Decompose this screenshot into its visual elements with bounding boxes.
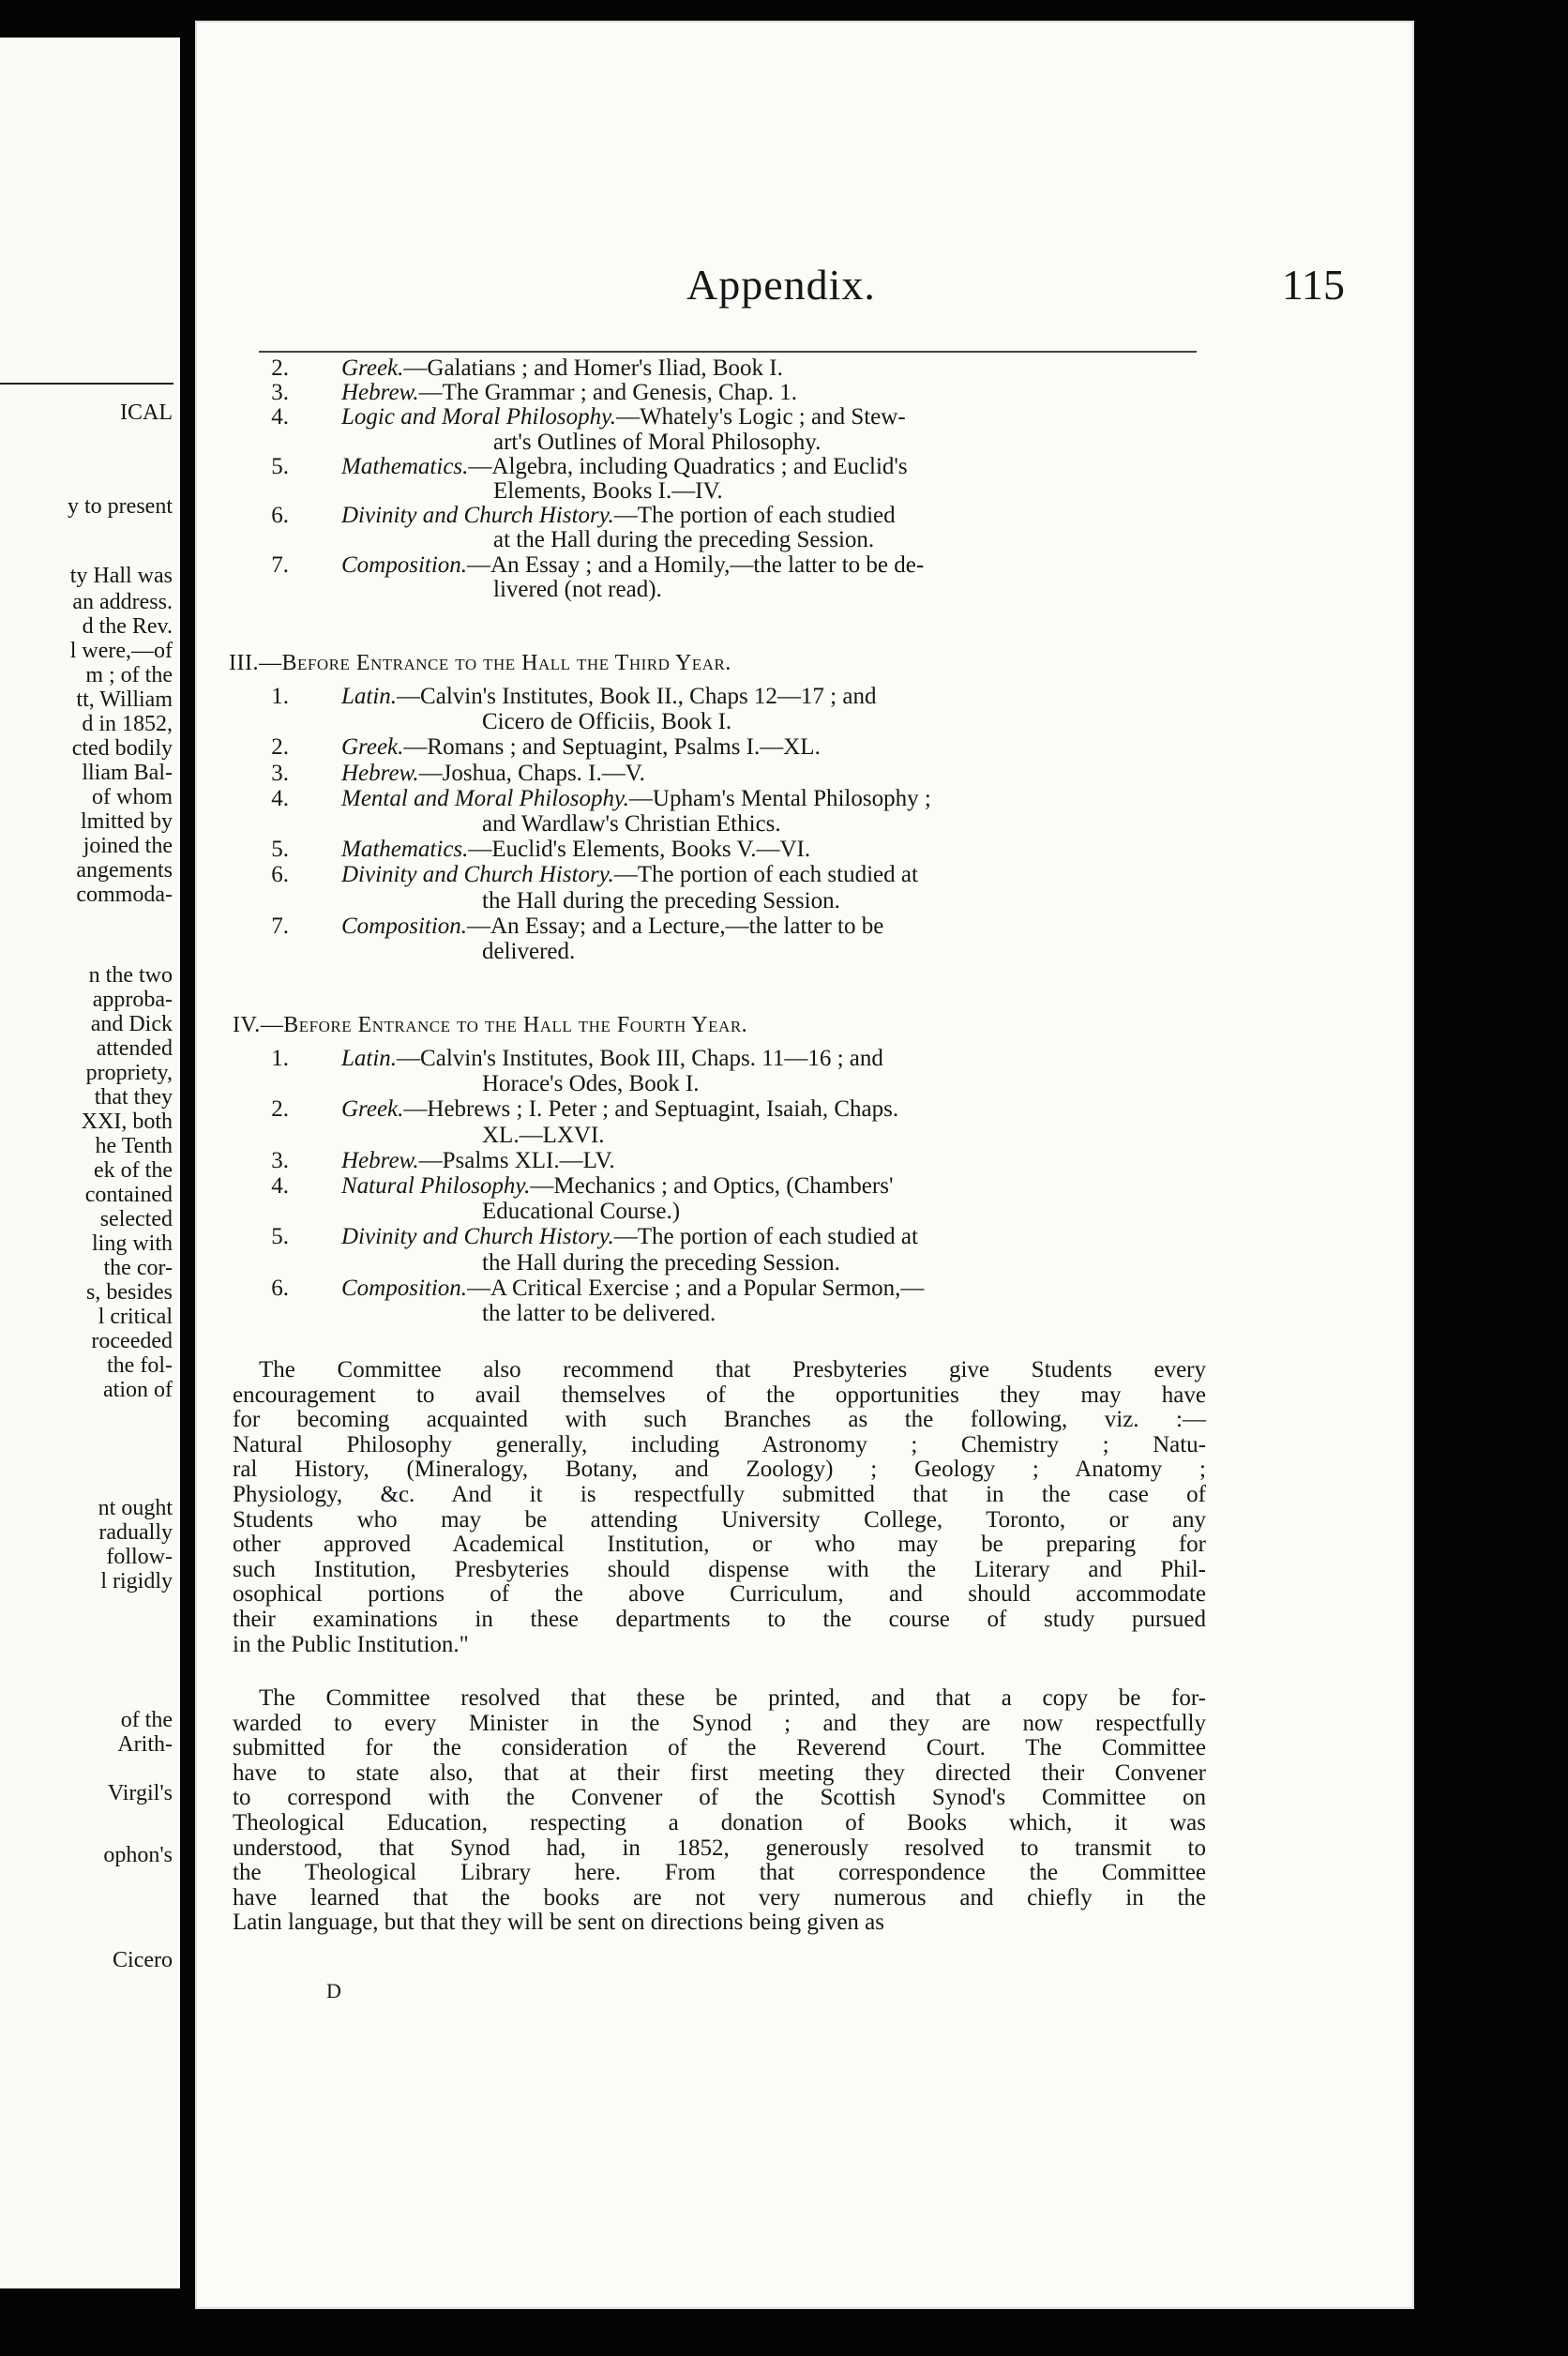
left-page-fragment: of the (120, 1708, 173, 1732)
paragraph-line: in the Public Institution." (233, 1631, 469, 1657)
item-description: —Calvin's Institutes, Book II., Chaps 12—17 ; and (397, 684, 877, 709)
item-text (341, 1149, 615, 1173)
item-description: —Romans ; and Septuagint, Psalms I.—XL. (403, 734, 821, 761)
left-page-fragment: y to present (68, 494, 173, 519)
item-text (341, 1097, 898, 1122)
paragraph-line: such Institution, Presbyteries should dispense with the Literary and Phil- (233, 1556, 1206, 1582)
paragraph-line: encouragement to avail themselves of the opportunities they may have (233, 1382, 1206, 1408)
paragraph-line: osophical portions of the above Curriculum, and should accommodate (233, 1581, 1206, 1608)
item-subject: Mental and Moral Philosophy. (341, 785, 629, 811)
item-text (341, 1225, 918, 1249)
running-head: Appendix. (686, 261, 876, 309)
paragraph-line: Physiology, &c. And it is respectfully submitted that in the case of (233, 1482, 1206, 1507)
left-page-fragment: roceeded (91, 1329, 173, 1353)
item-number: 1. (271, 684, 289, 709)
paragraph-line: warded to every Minister in the Synod ; and they are now respectfully (233, 1710, 1206, 1736)
paragraph-line: ral History, (Mineralogy, Botany, and Zoology) ; Geology ; Anatomy ; (233, 1457, 1206, 1483)
item-subject: Divinity and Church History. (341, 1224, 614, 1250)
left-page-fragment: nt ought (98, 1496, 173, 1520)
left-page-fragment: attended (96, 1036, 173, 1061)
item-number: 2. (271, 355, 289, 381)
header-rule (259, 351, 1197, 353)
item-continuation: Cicero de Officiis, Book I. (482, 709, 732, 735)
item-continuation: the latter to be delivered. (482, 1301, 716, 1326)
left-page-fragment: approba- (92, 988, 173, 1012)
item-subject: Logic and Moral Philosophy. (341, 404, 617, 430)
item-continuation: and Wardlaw's Christian Ethics. (482, 811, 781, 837)
item-text (341, 381, 797, 405)
left-page-fragment: Virgil's (107, 1781, 173, 1805)
item-subject: Divinity and Church History. (341, 503, 614, 529)
item-description: —Psalms XLI.—LV. (418, 1147, 615, 1173)
item-description: —Euclid's Elements, Books V.—VI. (468, 837, 811, 863)
item-number: 7. (271, 551, 289, 578)
left-page-rule (0, 383, 173, 385)
item-subject: Divinity and Church History. (341, 862, 614, 888)
left-page-fragment: n the two (88, 963, 173, 988)
item-description: —Galatians ; and Homer's Iliad, Book I. (403, 355, 783, 381)
left-page-fragment: Cicero (113, 1948, 173, 1972)
item-number: 6. (271, 1275, 289, 1301)
left-page-fragment: contained (84, 1183, 173, 1207)
item-number: 3. (271, 380, 289, 406)
paragraph-line: other approved Academical Institution, or who may be preparing for (233, 1532, 1206, 1558)
item-text (341, 863, 918, 887)
left-page-fragment: l were,—of (69, 639, 173, 663)
item-continuation: Educational Course.) (482, 1199, 681, 1225)
section-iii-numeral: III.— (229, 651, 282, 675)
item-text (341, 1047, 883, 1071)
left-page-fragment: radually (98, 1520, 173, 1545)
section-iv-numeral: IV.— (233, 1013, 284, 1037)
item-description: —Calvin's Institutes, Book III, Chaps. 11—16 ; and (397, 1046, 883, 1071)
paragraph-line: to correspond with the Convener of the Scottish Synod's Committee on (233, 1785, 1206, 1811)
paragraph-line: the Theological Library here. From that correspondence the Committee (233, 1860, 1206, 1886)
item-description: —Joshua, Chaps. I.—V. (418, 760, 645, 786)
paragraph-line: Students who may be attending University College, Toronto, or any (233, 1506, 1206, 1533)
item-text (341, 405, 906, 430)
item-text (341, 356, 783, 381)
item-subject: Mathematics. (341, 453, 469, 479)
item-text (341, 685, 876, 709)
item-subject: Composition. (341, 1275, 468, 1301)
page-header (253, 260, 1364, 330)
item-continuation: the Hall during the preceding Session. (482, 887, 840, 914)
item-subject: Composition. (341, 551, 468, 578)
item-subject: Hebrew. (341, 380, 419, 406)
paragraph-line: have learned that the books are not very numerous and chiefly in the (233, 1884, 1206, 1910)
section-iv-heading (233, 1013, 747, 1037)
section-iii-heading (229, 651, 731, 675)
left-page-fragment: s, besides (86, 1280, 173, 1305)
left-page-fragment: ty Hall was (69, 564, 173, 588)
item-continuation: livered (not read). (493, 576, 662, 602)
item-continuation: Elements, Books I.—IV. (493, 478, 723, 504)
item-description: —A Critical Exercise ; and a Popular Sermon,— (467, 1275, 925, 1301)
item-subject: Natural Philosophy. (341, 1173, 531, 1199)
item-subject: Hebrew. (341, 1147, 419, 1173)
left-page-fragment: the fol- (107, 1353, 173, 1378)
left-page-fragment: he Tenth (95, 1134, 173, 1158)
item-text (341, 1276, 924, 1301)
left-page-fragment: joined the (83, 834, 173, 858)
item-text (341, 762, 645, 786)
left-page-fragment: XXI, both (81, 1110, 173, 1134)
item-subject: Mathematics. (341, 837, 469, 863)
item-description: —An Essay ; and a Homily,—the latter to be de- (467, 551, 925, 578)
item-subject: Greek. (341, 355, 404, 381)
item-description: —The portion of each studied (613, 503, 896, 529)
left-page-fragment: commoda- (76, 883, 173, 907)
left-page-fragment: d the Rev. (82, 614, 173, 639)
item-text (341, 455, 908, 479)
left-page-fragment: lliam Bal- (82, 761, 173, 785)
paragraph-line: submitted for the consideration of the Reverend Court. The Committee (233, 1735, 1206, 1761)
item-number: 4. (271, 404, 289, 430)
item-description: —The portion of each studied at (613, 862, 918, 888)
paragraph-line: The Committee resolved that these be printed, and that a copy be for- (259, 1685, 1206, 1711)
section-iv-title: Before Entrance to the Hall the Fourth Year. (283, 1013, 748, 1037)
item-text (341, 914, 883, 939)
item-number: 1. (271, 1046, 289, 1071)
paragraph-line: understood, that Synod had, in 1852, generously resolved to transmit to (233, 1835, 1206, 1861)
item-number: 7. (271, 913, 289, 939)
item-text (341, 504, 896, 528)
document-page (195, 21, 1414, 2309)
left-page-margin (0, 38, 180, 2288)
item-description: —Whately's Logic ; and Stew- (616, 404, 906, 430)
item-number: 4. (271, 785, 289, 811)
left-page-fragment: l rigidly (100, 1569, 173, 1593)
item-number: 3. (271, 1147, 289, 1173)
item-number: 3. (271, 760, 289, 786)
item-description: —The portion of each studied at (613, 1224, 918, 1250)
item-continuation: at the Hall during the preceding Session. (493, 527, 875, 553)
item-subject: Latin. (341, 684, 398, 709)
left-page-fragment: lmitted by (81, 809, 173, 834)
item-text (341, 735, 821, 760)
item-continuation: XL.—LXVI. (482, 1122, 605, 1148)
paragraph-line: Theological Education, respecting a donation of Books which, it was (233, 1810, 1206, 1835)
item-number: 2. (271, 734, 289, 761)
item-continuation: Horace's Odes, Book I. (482, 1071, 700, 1097)
page-number: 115 (1281, 261, 1345, 309)
item-text (341, 838, 810, 862)
left-page-fragment: that they (94, 1085, 173, 1110)
item-number: 4. (271, 1173, 289, 1199)
item-description: —An Essay; and a Lecture,—the latter to be (467, 913, 884, 939)
item-number: 6. (271, 862, 289, 888)
left-page-fragment: m ; of the (85, 663, 173, 687)
paragraph-line: have to state also, that at their first meeting they directed their Convener (233, 1759, 1206, 1786)
item-subject: Composition. (341, 913, 468, 939)
left-page-fragment: ophon's (103, 1843, 173, 1867)
left-page-fragment: selected (99, 1207, 173, 1231)
left-page-fragment: tt, William (76, 687, 173, 712)
paragraph-line: Natural Philosophy generally, including Astronomy ; Chemistry ; Natu- (233, 1431, 1206, 1457)
item-continuation: art's Outlines of Moral Philosophy. (493, 429, 822, 455)
left-page-fragment: the cor- (103, 1256, 173, 1280)
left-page-fragment: Arith- (117, 1732, 173, 1757)
item-subject: Hebrew. (341, 760, 419, 786)
left-page-fragment: and Dick (90, 1012, 173, 1036)
item-number: 2. (271, 1096, 289, 1123)
item-text (341, 553, 924, 578)
left-page-fragment: follow- (106, 1545, 173, 1569)
item-continuation: the Hall during the preceding Session. (482, 1249, 840, 1276)
left-page-fragment: ling with (91, 1231, 173, 1256)
section-iii-title: Before Entrance to the Hall the Third Year. (281, 651, 731, 675)
item-subject: Greek. (341, 734, 404, 761)
item-text (341, 1174, 893, 1199)
item-number: 5. (271, 837, 289, 863)
left-page-fragment: l critical (98, 1305, 173, 1329)
paragraph-line: The Committee also recommend that Presbyteries give Students every (259, 1357, 1206, 1382)
item-number: 6. (271, 503, 289, 529)
left-page-fragment: cted bodily (71, 736, 173, 761)
left-page-fragment: ICAL (120, 400, 173, 425)
signature-mark: D (326, 1979, 341, 2002)
paragraph-line: their examinations in these departments to the course of study pursued (233, 1607, 1206, 1632)
left-page-fragment: angements (76, 858, 173, 883)
item-continuation: delivered. (482, 939, 576, 964)
item-number: 5. (271, 453, 289, 479)
item-description: —The Grammar ; and Genesis, Chap. 1. (418, 380, 797, 406)
item-description: —Mechanics ; and Optics, (Chambers' (530, 1173, 894, 1199)
item-description: —Algebra, including Quadratics ; and Euclid's (468, 453, 908, 479)
item-text (341, 787, 931, 811)
item-number: 5. (271, 1224, 289, 1250)
paragraph-line: Latin language, but that they will be sent on directions being given as (233, 1910, 884, 1936)
left-page-fragment: an address. (72, 590, 173, 614)
left-page-fragment: d in 1852, (82, 712, 173, 736)
left-page-fragment: ek of the (94, 1158, 173, 1183)
left-page-fragment: ation of (103, 1378, 173, 1402)
item-subject: Latin. (341, 1046, 398, 1071)
paragraph-line: for becoming acquainted with such Branches as the following, viz. :— (233, 1407, 1206, 1433)
item-description: —Upham's Mental Philosophy ; (628, 785, 931, 811)
item-subject: Greek. (341, 1096, 404, 1123)
item-description: —Hebrews ; I. Peter ; and Septuagint, Isaiah, Chaps. (403, 1096, 899, 1123)
left-page-fragment: propriety, (85, 1061, 173, 1085)
left-page-fragment: of whom (92, 785, 173, 809)
